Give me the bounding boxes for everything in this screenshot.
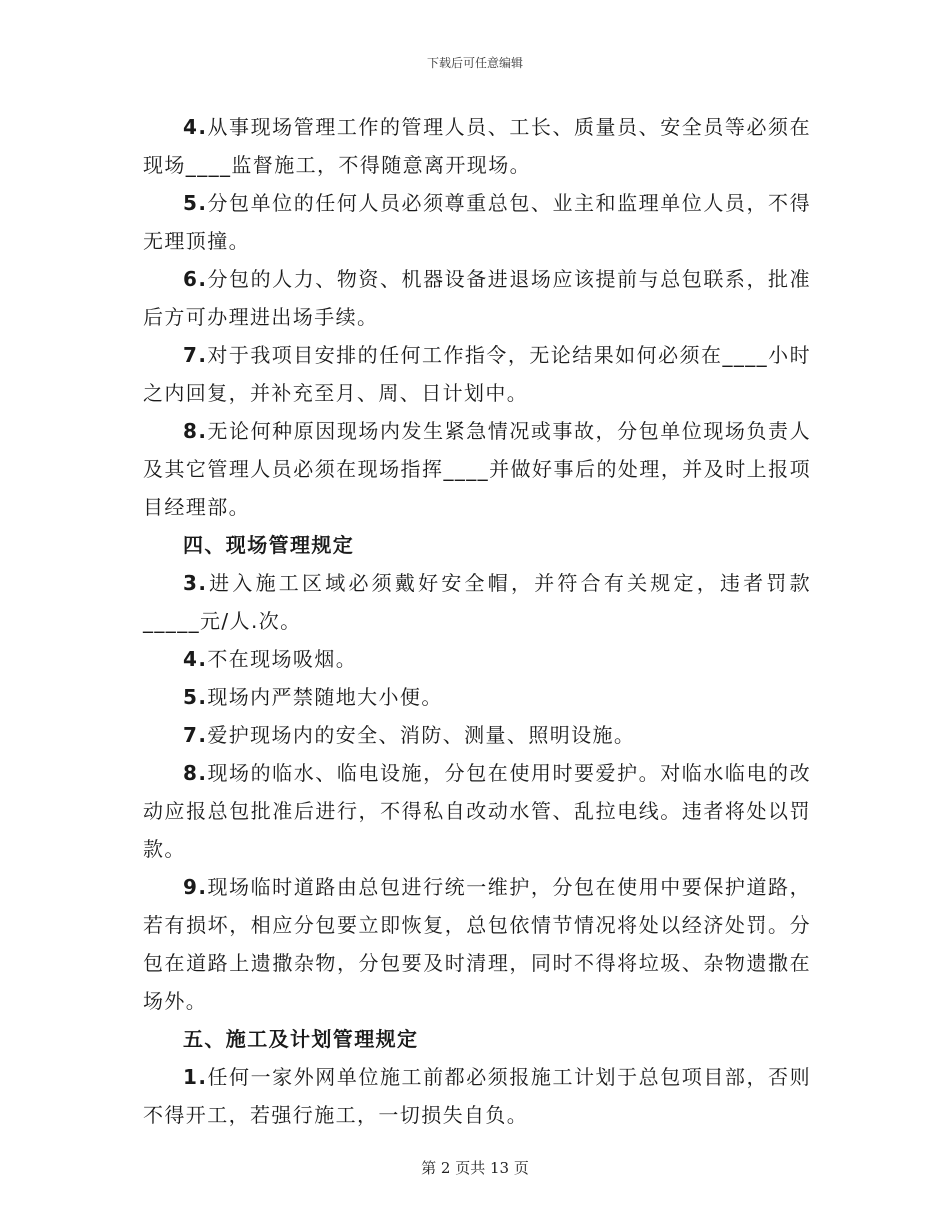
item-text: 进入施工区域必须戴好安全帽，并符合有关规定，违者罚款_____元/人.次。 [143,571,811,633]
item-number: 6. [183,267,208,291]
item-number: 8. [183,419,208,443]
list-item [143,412,811,526]
list-item [143,336,811,412]
item-text: 分包单位的任何人员必须尊重总包、业主和监理单位人员，不得无理顶撞。 [143,191,811,253]
item-text: 任何一家外网单位施工前都必须报施工计划于总包项目部，否则不得开工，若强行施工，一切损失自负。 [143,1065,811,1127]
document-body [143,108,811,1134]
item-text: 现场临时道路由总包进行统一维护，分包在使用中要保护道路，若有损坏，相应分包要立即恢复，总包依情节情况将处以经济处罚。分包在道路上遗撒杂物，分包要及时清理，同时不得将垃圾、杂物遗撒在场外。 [143,875,811,1013]
item-text: 不在现场吸烟。 [207,647,358,671]
item-number: 5. [183,191,208,215]
item-number: 1. [183,1065,208,1089]
item-number: 7. [183,723,208,747]
item-text: 现场的临水、临电设施，分包在使用时要爱护。对临水临电的改动应报总包批准后进行，不得私自改动水管、乱拉电线。违者将处以罚款。 [143,761,811,861]
list-item [143,716,811,754]
list-item [143,108,811,184]
item-text: 对于我项目安排的任何工作指令，无论结果如何必须在____小时之内回复，并补充至月、周、日计划中。 [143,343,811,405]
item-text: 现场内严禁随地大小便。 [207,685,443,709]
page-header: 下载后可任意编辑 [426,56,523,70]
list-item [143,754,811,868]
list-item [143,678,811,716]
item-text: 爱护现场内的安全、消防、测量、照明设施。 [207,723,636,747]
item-number: 7. [183,343,208,367]
item-number: 9. [183,875,208,899]
item-text: 无论何种原因现场内发生紧急情况或事故，分包单位现场负责人及其它管理人员必须在现场指挥____并做好事后的处理，并及时上报项目经理部。 [143,419,811,519]
section-heading: 五、施工及计划管理规定 [183,1027,419,1051]
page-footer: 第 2 页共 13 页 [421,1159,529,1177]
item-number: 4. [183,115,208,139]
list-item [143,868,811,1020]
list-item [143,260,811,336]
list-item [143,1058,811,1134]
list-item [143,640,811,678]
item-number: 5. [183,685,208,709]
item-text: 分包的人力、物资、机器设备进退场应该提前与总包联系，批准后方可办理进出场手续。 [143,267,811,329]
section-heading: 四、现场管理规定 [183,533,355,557]
item-text: 从事现场管理工作的管理人员、工长、质量员、安全员等必须在现场____监督施工，不得随意离开现场。 [143,115,811,177]
item-number: 3. [183,571,208,595]
item-number: 8. [183,761,208,785]
list-item [143,184,811,260]
list-item [143,564,811,640]
item-number: 4. [183,647,208,671]
